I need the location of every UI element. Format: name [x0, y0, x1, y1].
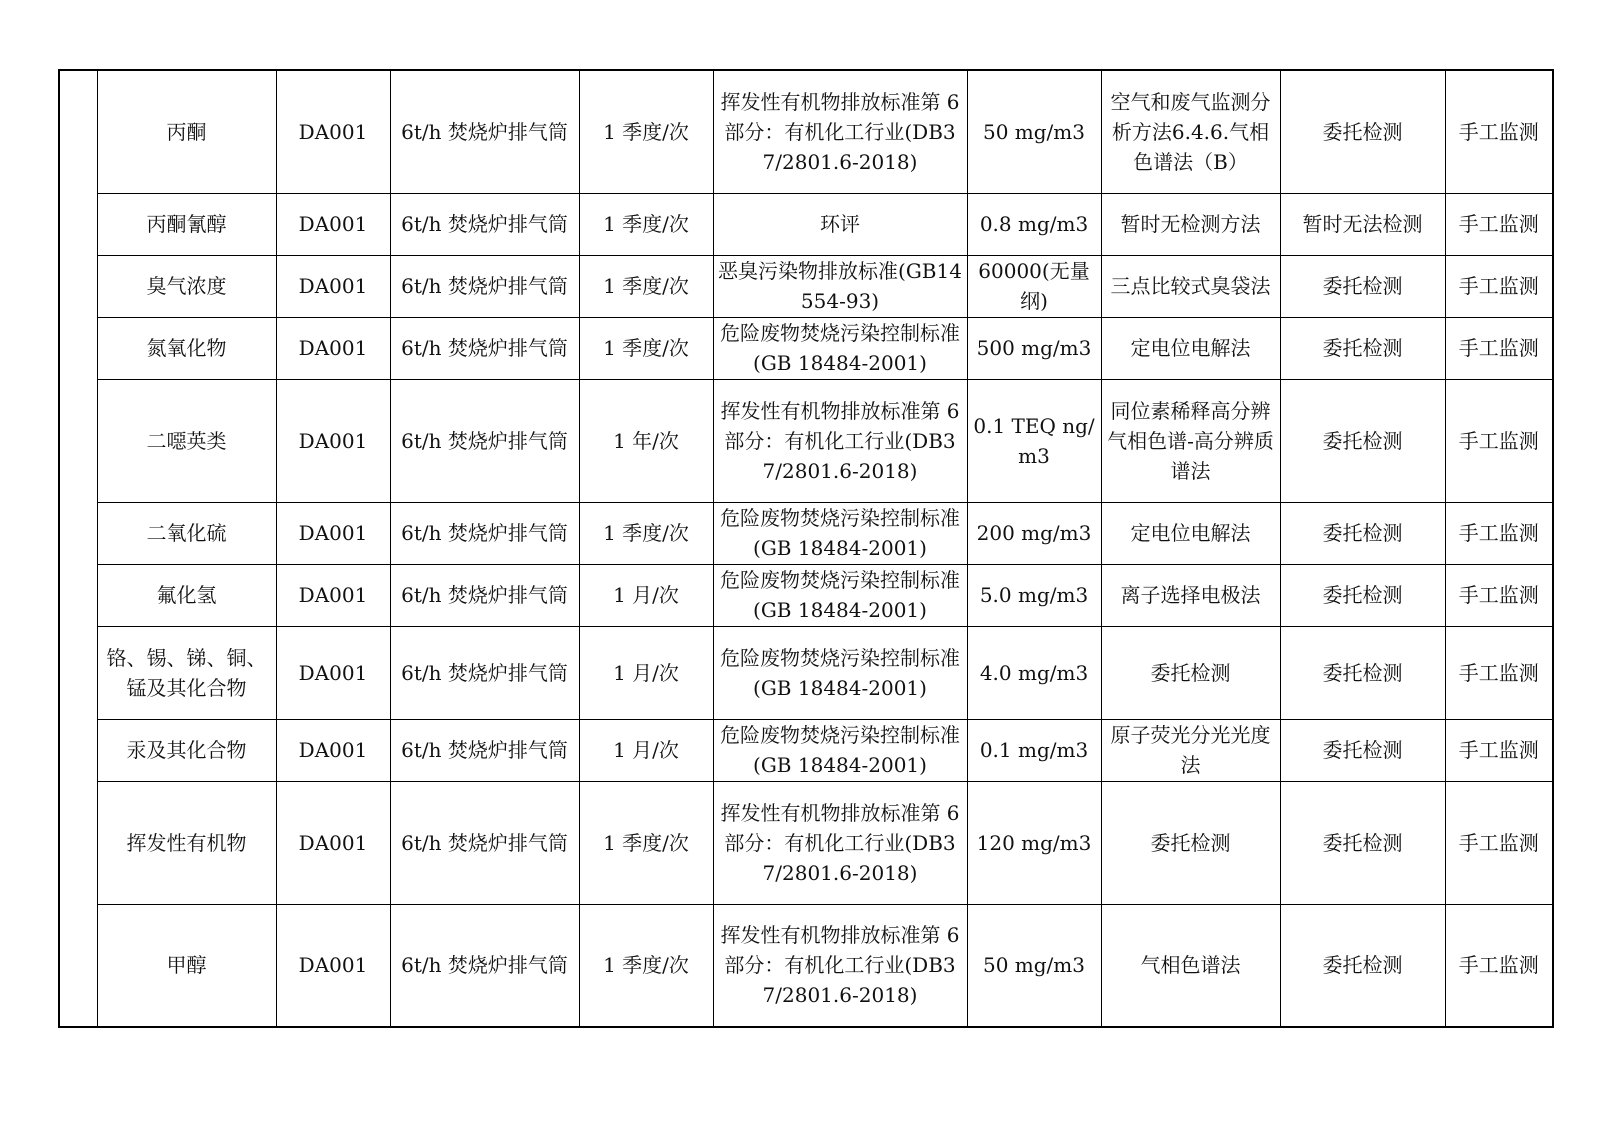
- pollutant-cell: 汞及其化合物: [97, 719, 276, 781]
- mode-cell: 手工监测: [1445, 255, 1553, 317]
- table-row: [59, 317, 1553, 379]
- method-cell: 三点比较式臭袋法: [1101, 255, 1280, 317]
- outlet-id-cell: DA001: [276, 502, 390, 564]
- table-row: [59, 255, 1553, 317]
- outlet-name-cell: 6t/h 焚烧炉排气筒: [390, 626, 579, 719]
- outlet-name-cell: 6t/h 焚烧炉排气筒: [390, 255, 579, 317]
- limit-cell: 120 mg/m3: [967, 781, 1101, 904]
- pollutant-cell: 丙酮: [97, 70, 276, 193]
- method-cell: 空气和废气监测分析方法6.4.6.气相色谱法（B）: [1101, 70, 1280, 193]
- pollutant-cell: 二氧化硫: [97, 502, 276, 564]
- standard-cell: 挥发性有机物排放标准第 6 部分：有机化工行业(DB37/2801.6-2018): [713, 904, 967, 1027]
- method-cell: 暂时无检测方法: [1101, 193, 1280, 255]
- outlet-name-cell: 6t/h 焚烧炉排气筒: [390, 719, 579, 781]
- outlet-id-cell: DA001: [276, 626, 390, 719]
- outlet-id-cell: DA001: [276, 379, 390, 502]
- outlet-name-cell: 6t/h 焚烧炉排气筒: [390, 502, 579, 564]
- limit-cell: 60000(无量纲): [967, 255, 1101, 317]
- frequency-cell: 1 季度/次: [579, 255, 713, 317]
- testing-cell: 委托检测: [1280, 317, 1445, 379]
- testing-cell: 暂时无法检测: [1280, 193, 1445, 255]
- standard-cell: 危险废物焚烧污染控制标准(GB 18484-2001): [713, 626, 967, 719]
- outlet-name-cell: 6t/h 焚烧炉排气筒: [390, 904, 579, 1027]
- pollutant-cell: 丙酮氰醇: [97, 193, 276, 255]
- frequency-cell: 1 季度/次: [579, 317, 713, 379]
- outlet-name-cell: 6t/h 焚烧炉排气筒: [390, 70, 579, 193]
- table-row: [59, 193, 1553, 255]
- testing-cell: 委托检测: [1280, 379, 1445, 502]
- outlet-id-cell: DA001: [276, 564, 390, 626]
- standard-cell: 危险废物焚烧污染控制标准(GB 18484-2001): [713, 564, 967, 626]
- standard-cell: 危险废物焚烧污染控制标准(GB 18484-2001): [713, 502, 967, 564]
- frequency-cell: 1 季度/次: [579, 193, 713, 255]
- method-cell: 同位素稀释高分辨气相色谱-高分辨质谱法: [1101, 379, 1280, 502]
- method-cell: 离子选择电极法: [1101, 564, 1280, 626]
- limit-cell: 5.0 mg/m3: [967, 564, 1101, 626]
- table-row: [59, 781, 1553, 904]
- pollutant-cell: 二噁英类: [97, 379, 276, 502]
- limit-cell: 200 mg/m3: [967, 502, 1101, 564]
- outlet-name-cell: 6t/h 焚烧炉排气筒: [390, 193, 579, 255]
- testing-cell: 委托检测: [1280, 502, 1445, 564]
- table-row: [59, 502, 1553, 564]
- mode-cell: 手工监测: [1445, 502, 1553, 564]
- pollutant-cell: 氮氧化物: [97, 317, 276, 379]
- outlet-id-cell: DA001: [276, 255, 390, 317]
- category-merged-cell: [59, 70, 97, 1027]
- pollutant-cell: 挥发性有机物: [97, 781, 276, 904]
- testing-cell: 委托检测: [1280, 904, 1445, 1027]
- limit-cell: 0.8 mg/m3: [967, 193, 1101, 255]
- mode-cell: 手工监测: [1445, 904, 1553, 1027]
- standard-cell: 环评: [713, 193, 967, 255]
- table-row: [59, 564, 1553, 626]
- mode-cell: 手工监测: [1445, 564, 1553, 626]
- method-cell: 气相色谱法: [1101, 904, 1280, 1027]
- standard-cell: 危险废物焚烧污染控制标准(GB 18484-2001): [713, 719, 967, 781]
- method-cell: 原子荧光分光光度法: [1101, 719, 1280, 781]
- table-row: [59, 379, 1553, 502]
- limit-cell: 4.0 mg/m3: [967, 626, 1101, 719]
- testing-cell: 委托检测: [1280, 564, 1445, 626]
- outlet-id-cell: DA001: [276, 781, 390, 904]
- mode-cell: 手工监测: [1445, 626, 1553, 719]
- limit-cell: 0.1 mg/m3: [967, 719, 1101, 781]
- testing-cell: 委托检测: [1280, 255, 1445, 317]
- pollutant-cell: 臭气浓度: [97, 255, 276, 317]
- limit-cell: 0.1 TEQ ng/m3: [967, 379, 1101, 502]
- outlet-id-cell: DA001: [276, 70, 390, 193]
- table-row: [59, 719, 1553, 781]
- standard-cell: 挥发性有机物排放标准第 6 部分：有机化工行业(DB37/2801.6-2018): [713, 379, 967, 502]
- outlet-name-cell: 6t/h 焚烧炉排气筒: [390, 781, 579, 904]
- table-row: [59, 626, 1553, 719]
- testing-cell: 委托检测: [1280, 626, 1445, 719]
- frequency-cell: 1 季度/次: [579, 781, 713, 904]
- mode-cell: 手工监测: [1445, 719, 1553, 781]
- limit-cell: 500 mg/m3: [967, 317, 1101, 379]
- pollutant-cell: 氟化氢: [97, 564, 276, 626]
- monitoring-table: [58, 69, 1554, 1028]
- testing-cell: 委托检测: [1280, 719, 1445, 781]
- table-row: [59, 904, 1553, 1027]
- frequency-cell: 1 季度/次: [579, 502, 713, 564]
- mode-cell: 手工监测: [1445, 317, 1553, 379]
- outlet-id-cell: DA001: [276, 904, 390, 1027]
- testing-cell: 委托检测: [1280, 781, 1445, 904]
- standard-cell: 危险废物焚烧污染控制标准(GB 18484-2001): [713, 317, 967, 379]
- method-cell: 定电位电解法: [1101, 317, 1280, 379]
- outlet-name-cell: 6t/h 焚烧炉排气筒: [390, 564, 579, 626]
- method-cell: 委托检测: [1101, 781, 1280, 904]
- standard-cell: 挥发性有机物排放标准第 6 部分：有机化工行业(DB37/2801.6-2018): [713, 70, 967, 193]
- frequency-cell: 1 月/次: [579, 719, 713, 781]
- mode-cell: 手工监测: [1445, 193, 1553, 255]
- method-cell: 定电位电解法: [1101, 502, 1280, 564]
- standard-cell: 挥发性有机物排放标准第 6 部分：有机化工行业(DB37/2801.6-2018): [713, 781, 967, 904]
- frequency-cell: 1 年/次: [579, 379, 713, 502]
- outlet-id-cell: DA001: [276, 193, 390, 255]
- outlet-name-cell: 6t/h 焚烧炉排气筒: [390, 379, 579, 502]
- limit-cell: 50 mg/m3: [967, 70, 1101, 193]
- outlet-name-cell: 6t/h 焚烧炉排气筒: [390, 317, 579, 379]
- mode-cell: 手工监测: [1445, 781, 1553, 904]
- outlet-id-cell: DA001: [276, 317, 390, 379]
- mode-cell: 手工监测: [1445, 379, 1553, 502]
- table-row: [59, 70, 1553, 193]
- frequency-cell: 1 月/次: [579, 626, 713, 719]
- frequency-cell: 1 季度/次: [579, 904, 713, 1027]
- testing-cell: 委托检测: [1280, 70, 1445, 193]
- frequency-cell: 1 月/次: [579, 564, 713, 626]
- frequency-cell: 1 季度/次: [579, 70, 713, 193]
- mode-cell: 手工监测: [1445, 70, 1553, 193]
- standard-cell: 恶臭污染物排放标准(GB14554-93): [713, 255, 967, 317]
- pollutant-cell: 铬、锡、锑、铜、锰及其化合物: [97, 626, 276, 719]
- method-cell: 委托检测: [1101, 626, 1280, 719]
- outlet-id-cell: DA001: [276, 719, 390, 781]
- limit-cell: 50 mg/m3: [967, 904, 1101, 1027]
- pollutant-cell: 甲醇: [97, 904, 276, 1027]
